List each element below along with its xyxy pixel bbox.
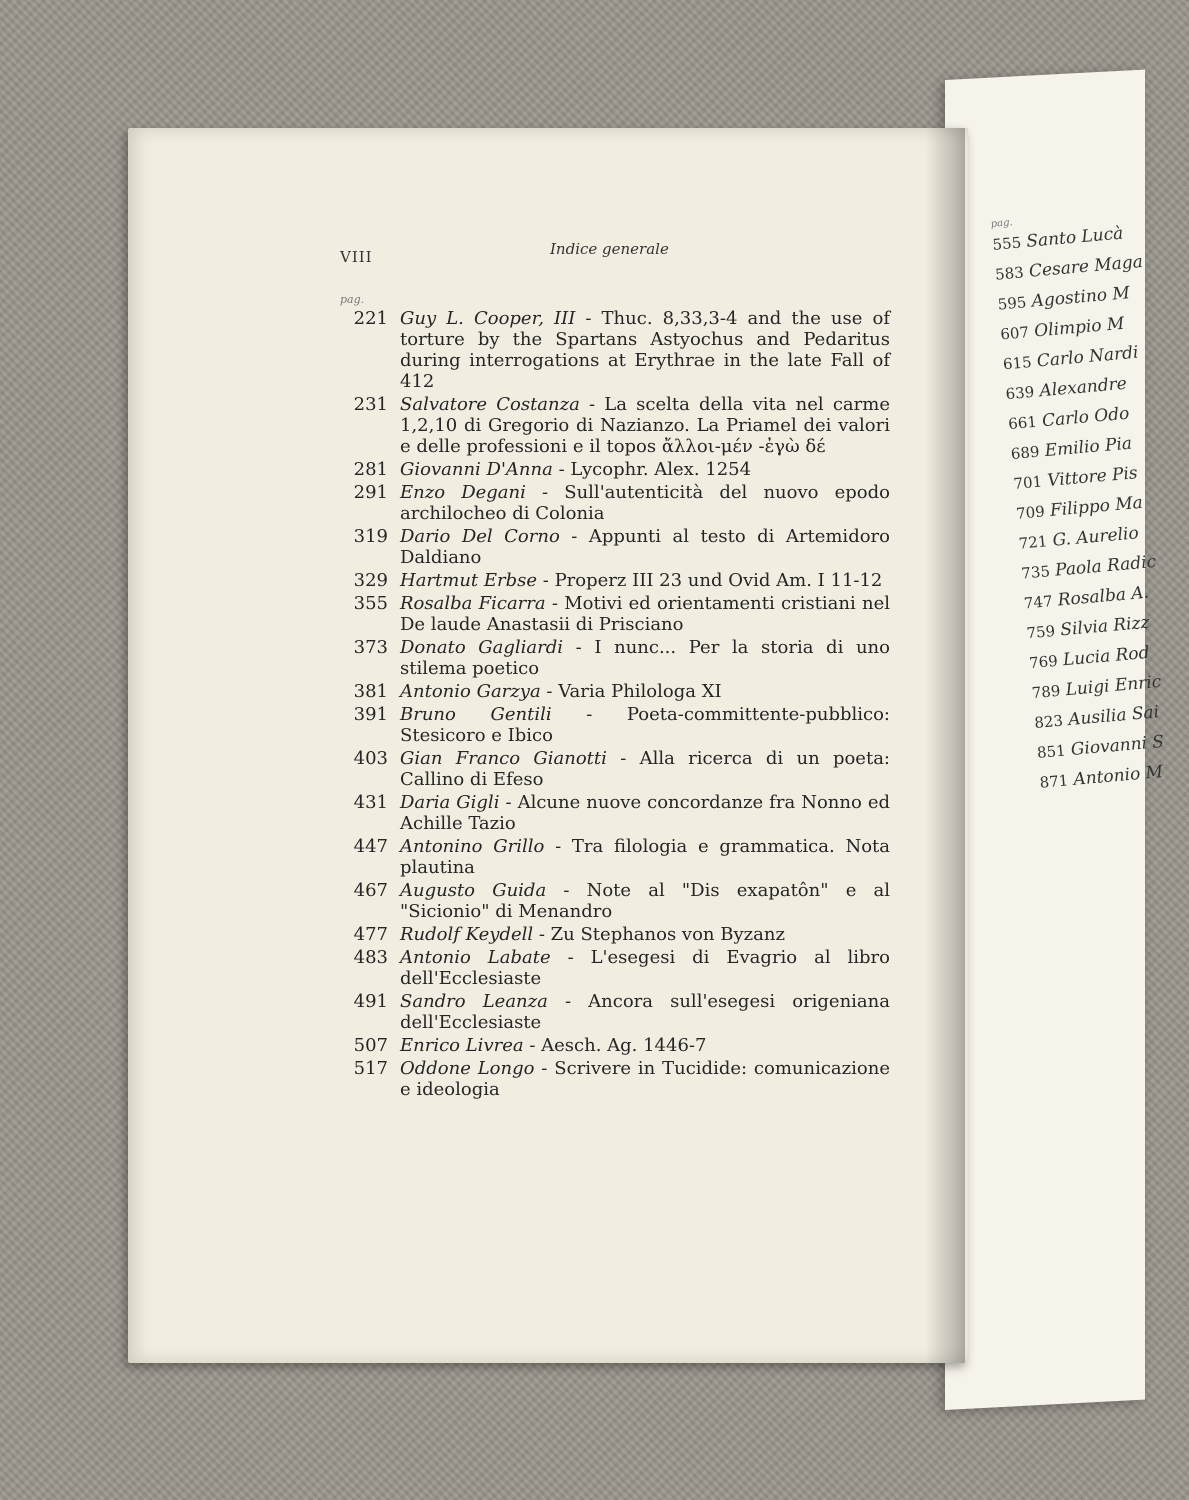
- book-gutter: [925, 128, 965, 1363]
- toc-entry: [330, 924, 890, 945]
- toc-entry: [330, 526, 890, 568]
- toc-entry: [330, 593, 890, 635]
- toc-title: - I nunc... Per la storia di uno stilema poetico: [400, 637, 890, 679]
- right-toc-page-number: 789: [1031, 681, 1062, 703]
- right-toc-page-number: 689: [1010, 442, 1041, 464]
- toc-entry-text: [400, 991, 890, 1033]
- toc-entry-text: [400, 1058, 890, 1100]
- toc-page-number: 319: [353, 526, 388, 547]
- toc-entry-text: [400, 459, 890, 480]
- right-toc-entry: [1013, 462, 1154, 494]
- right-toc-author: Emilio Pia: [1043, 433, 1133, 462]
- toc-page-number: 281: [353, 459, 388, 480]
- toc-author: Dario Del Corno: [400, 526, 560, 547]
- toc-page-number: 329: [353, 570, 388, 591]
- right-toc-author: Luigi Enric: [1064, 671, 1163, 701]
- toc-page-number: 483: [353, 947, 388, 968]
- toc-title: - Ancora sull'esegesi origeniana dell'Ecclesiaste: [400, 991, 890, 1033]
- toc-page-number: 355: [353, 593, 388, 614]
- right-toc-author: Alexandre: [1038, 373, 1128, 402]
- right-toc-entry: [994, 251, 1144, 285]
- right-toc-page-number: 721: [1017, 532, 1049, 553]
- toc-entry-text: [400, 880, 890, 922]
- toc-title: - La scelta della vita nel carme 1,2,10 di Gregorio di Nazianzo. La Priamel dei valori e delle professioni e il topos ἄλλοι-μέν -ἐγὼ δέ: [400, 394, 890, 457]
- toc-entry: [330, 748, 890, 790]
- right-toc-page-number: 851: [1036, 741, 1067, 762]
- toc-page-number: 517: [353, 1058, 388, 1079]
- toc-title: - Scrivere in Tucidide: comunicazione e ideologia: [400, 1058, 890, 1100]
- toc-author: Giovanni D'Anna: [400, 459, 553, 480]
- toc-author: Antonio Labate: [400, 947, 551, 968]
- right-toc-author: Silvia Rizz: [1059, 612, 1151, 641]
- table-of-contents: [330, 308, 890, 1102]
- toc-entry-text: [400, 308, 890, 392]
- toc-entry-text: [400, 637, 890, 679]
- toc-title: - Tra filologia e grammatica. Nota plautina: [400, 836, 890, 878]
- toc-entry-text: [400, 394, 890, 457]
- toc-entry: [330, 991, 890, 1033]
- toc-entry-text: [400, 792, 890, 834]
- toc-page-number: 291: [353, 482, 388, 503]
- right-toc-page-number: 607: [999, 323, 1030, 344]
- right-toc-page-number: 759: [1025, 621, 1056, 643]
- right-toc-entry: [1021, 551, 1162, 583]
- toc-author: Salvatore Costanza: [400, 394, 580, 415]
- toc-page-number: 231: [353, 394, 388, 415]
- toc-author: Daria Gigli: [400, 792, 500, 813]
- toc-author: Sandro Leanza: [400, 991, 548, 1012]
- toc-title: - Alcune nuove concordanze fra Nonno ed Achille Tazio: [400, 792, 890, 834]
- right-toc-page-number: 595: [997, 293, 1028, 314]
- toc-author: Guy L. Cooper, III: [400, 308, 576, 329]
- toc-entry-text: [400, 526, 890, 568]
- right-toc-author: Ausilia Sai: [1067, 702, 1160, 731]
- toc-entry: [330, 570, 890, 591]
- right-toc-entry: [1036, 731, 1177, 763]
- toc-page-number: 467: [353, 880, 388, 901]
- toc-author: Gian Franco Gianotti: [400, 748, 607, 769]
- right-toc-page-number: 709: [1015, 502, 1046, 523]
- toc-author: Hartmut Erbse: [400, 570, 538, 591]
- toc-title: - Properz III 23 und Ovid Am. I 11-12: [537, 570, 883, 591]
- right-toc-author: Santo Lucà: [1025, 223, 1125, 252]
- right-toc-page-number: 639: [1004, 382, 1036, 404]
- right-toc-entry: [1015, 492, 1156, 524]
- pag-label: pag.: [340, 293, 365, 306]
- right-toc-author: Paola Radic: [1054, 551, 1157, 581]
- right-toc-entry: [1007, 402, 1148, 434]
- right-toc-page-number: 769: [1028, 651, 1059, 673]
- right-toc-author: Agostino M: [1030, 283, 1131, 312]
- right-toc-entry: [1018, 522, 1159, 554]
- toc-title: - L'esegesi di Evagrio al libro dell'Ecclesiaste: [400, 947, 890, 989]
- toc-entry-text: [400, 704, 890, 746]
- toc-entry-text: [400, 836, 890, 878]
- right-toc-author: Antonio M: [1072, 762, 1164, 790]
- right-toc-entry: [1039, 761, 1180, 793]
- toc-title: - Motivi ed orientamenti cristiani nel De laude Anastasii di Prisciano: [400, 593, 890, 635]
- toc-author: Rudolf Keydell: [400, 924, 534, 945]
- right-pag-label: pag.: [990, 217, 1014, 230]
- toc-title: - Poeta-committente-pubblico: Stesicoro e Ibico: [400, 704, 890, 746]
- right-toc-entry: [1000, 312, 1141, 344]
- toc-page-number: 491: [353, 991, 388, 1012]
- toc-author: Augusto Guida: [400, 880, 547, 901]
- right-toc-author: Cesare Maga: [1028, 251, 1144, 282]
- toc-author: Oddone Longo: [400, 1058, 535, 1079]
- right-toc-page-number: 661: [1007, 412, 1038, 434]
- toc-title: - Alla ricerca di un poeta: Callino di Efeso: [400, 748, 890, 790]
- toc-title: - Appunti al testo di Artemidoro Daldiano: [400, 526, 890, 568]
- toc-entry: [330, 1058, 890, 1100]
- toc-entry: [330, 1035, 890, 1056]
- toc-entry-text: [400, 570, 890, 591]
- toc-title: - Zu Stephanos von Byzanz: [533, 924, 785, 945]
- right-toc-entry: [1026, 611, 1167, 643]
- toc-page-number: 391: [353, 704, 388, 725]
- toc-entry-text: [400, 1035, 890, 1056]
- right-toc-author: G. Aurelio: [1051, 523, 1140, 551]
- toc-author: Rosalba Ficarra: [400, 593, 546, 614]
- right-toc-page-number: 583: [994, 263, 1025, 284]
- right-toc-entry: [1031, 671, 1172, 703]
- page-number: VIII: [340, 248, 373, 266]
- toc-entry: [330, 308, 890, 392]
- toc-entry: [330, 459, 890, 480]
- toc-entry: [330, 637, 890, 679]
- right-toc-entry: [1002, 342, 1143, 374]
- right-toc-author: Olimpio M: [1033, 313, 1126, 342]
- right-toc-entry: [1028, 641, 1169, 673]
- toc-entry: [330, 947, 890, 989]
- toc-entry-text: [400, 593, 890, 635]
- right-toc-author: Rosalba A.: [1056, 582, 1150, 611]
- toc-page-number: 403: [353, 748, 388, 769]
- toc-page-number: 373: [353, 637, 388, 658]
- right-toc-entry: [1010, 432, 1151, 464]
- toc-entry-text: [400, 924, 890, 945]
- right-toc-author: Carlo Odo: [1041, 403, 1131, 432]
- toc-page-number: 221: [353, 308, 388, 329]
- toc-entry: [330, 681, 890, 702]
- right-toc-page-number: 615: [1002, 352, 1033, 374]
- right-toc-entry: [1034, 701, 1175, 733]
- right-toc-author: Filippo Ma: [1049, 492, 1144, 521]
- toc-author: Donato Gagliardi: [400, 637, 564, 658]
- running-head: Indice generale: [550, 240, 669, 258]
- right-toc-author: Carlo Nardi: [1036, 342, 1140, 372]
- toc-page-number: 477: [353, 924, 388, 945]
- right-toc-entry: [997, 282, 1138, 314]
- toc-entry: [330, 792, 890, 834]
- right-toc-page-number: 735: [1020, 562, 1051, 583]
- toc-author: Enzo Degani: [400, 482, 526, 503]
- toc-entry-text: [400, 681, 890, 702]
- toc-page-number: 507: [353, 1035, 388, 1056]
- toc-author: Bruno Gentili: [400, 704, 552, 725]
- toc-title: - Sull'autenticità del nuovo epodo archilocheo di Colonia: [400, 482, 890, 524]
- toc-entry: [330, 704, 890, 746]
- toc-entry: [330, 394, 890, 457]
- toc-title: - Lycophr. Alex. 1254: [552, 459, 752, 480]
- right-toc-page-number: 555: [991, 233, 1022, 254]
- right-toc-author: Lucia Rod: [1062, 642, 1151, 671]
- right-toc-author: Giovanni S: [1070, 731, 1165, 760]
- right-toc-page-number: 823: [1033, 711, 1064, 733]
- toc-page-number: 447: [353, 836, 388, 857]
- toc-title: - Thuc. 8,33,3-4 and the use of torture by the Spartans Astyochus and Pedaritus during interrogations at Erythrae in the late Fall of 412: [400, 308, 890, 392]
- right-toc-entry: [1005, 372, 1146, 404]
- toc-entry-text: [400, 748, 890, 790]
- right-toc-entry: [1023, 581, 1164, 613]
- right-toc-page-number: 871: [1038, 771, 1069, 792]
- toc-entry-text: [400, 947, 890, 989]
- toc-entry: [330, 880, 890, 922]
- toc-title: - Note al "Dis exapatôn" e al "Sicionio" di Menandro: [400, 880, 891, 922]
- toc-entry: [330, 836, 890, 878]
- right-toc-page-number: 701: [1012, 472, 1043, 493]
- toc-page-number: 381: [353, 681, 388, 702]
- toc-title: - Varia Philologa XI: [540, 681, 722, 702]
- toc-author: Antonino Grillo: [400, 836, 545, 857]
- toc-author: Antonio Garzya: [400, 681, 541, 702]
- toc-entry: [330, 482, 890, 524]
- right-toc-page-number: 747: [1023, 592, 1054, 613]
- toc-author: Enrico Livrea: [400, 1035, 524, 1056]
- toc-page-number: 431: [353, 792, 388, 813]
- toc-entry-text: [400, 482, 890, 524]
- right-toc-author: Vittore Pis: [1046, 463, 1139, 491]
- toc-title: - Aesch. Ag. 1446-7: [523, 1035, 707, 1056]
